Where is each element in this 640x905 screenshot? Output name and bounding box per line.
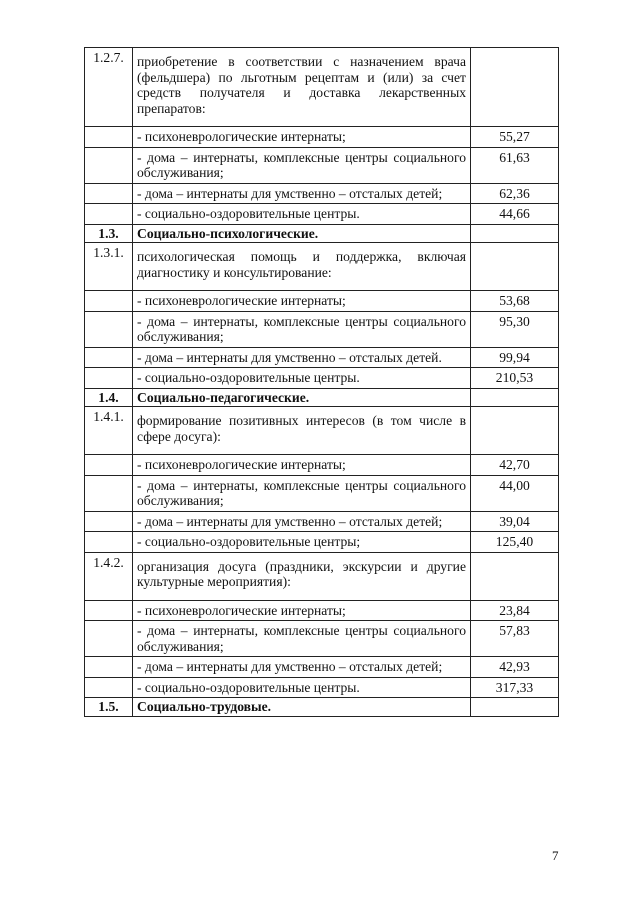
row-description: психологическая помощь и поддержка, включая диагностику и консультирование:: [133, 243, 471, 291]
row-value: 42,93: [471, 657, 559, 678]
row-number: [85, 511, 133, 532]
table-row: [85, 511, 559, 532]
row-description: - дома – интернаты для умственно – отсталых детей;: [133, 183, 471, 204]
table-row: [85, 147, 559, 183]
table-row: [85, 455, 559, 476]
table-row: [85, 48, 559, 127]
row-description: - социально-оздоровительные центры.: [133, 368, 471, 389]
row-description: организация досуга (праздники, экскурсии и другие культурные мероприятия):: [133, 552, 471, 600]
row-description: - дома – интернаты, комплексные центры социального обслуживания;: [133, 475, 471, 511]
row-number: 1.4.1.: [85, 407, 133, 455]
row-number: [85, 347, 133, 368]
row-description: - психоневрологические интернаты;: [133, 600, 471, 621]
row-description: - социально-оздоровительные центры.: [133, 204, 471, 225]
row-number: [85, 532, 133, 553]
section-title: Социально-психологические.: [133, 224, 471, 243]
row-description: - психоневрологические интернаты;: [133, 455, 471, 476]
table-row: [85, 368, 559, 389]
row-number: [85, 204, 133, 225]
row-number: [85, 183, 133, 204]
table-row: [85, 407, 559, 455]
section-number: 1.4.: [85, 388, 133, 407]
row-number: [85, 455, 133, 476]
row-number: [85, 147, 133, 183]
table-body: [85, 48, 559, 717]
table-row: [85, 621, 559, 657]
table-row: [85, 204, 559, 225]
row-value: 57,83: [471, 621, 559, 657]
row-number: [85, 621, 133, 657]
row-description: - дома – интернаты для умственно – отсталых детей;: [133, 511, 471, 532]
row-description: приобретение в соответствии с назначением врача (фельдшера) по льготным рецептам и (или) за счет средств получателя и доставка лекарственных препаратов:: [133, 48, 471, 127]
row-number: [85, 127, 133, 148]
section-row: [85, 224, 559, 243]
row-number: [85, 657, 133, 678]
row-description: формирование позитивных интересов (в том числе в сфере досуга):: [133, 407, 471, 455]
row-description: - дома – интернаты, комплексные центры социального обслуживания;: [133, 147, 471, 183]
row-value: 42,70: [471, 455, 559, 476]
table-row: [85, 552, 559, 600]
row-value: 210,53: [471, 368, 559, 389]
row-value: 23,84: [471, 600, 559, 621]
row-number: [85, 291, 133, 312]
row-value: 99,94: [471, 347, 559, 368]
row-description: - социально-оздоровительные центры;: [133, 532, 471, 553]
row-value: [471, 552, 559, 600]
row-value: 53,68: [471, 291, 559, 312]
row-value: 61,63: [471, 147, 559, 183]
section-title: Социально-трудовые.: [133, 698, 471, 717]
row-description: - дома – интернаты, комплексные центры социального обслуживания;: [133, 311, 471, 347]
row-value: 317,33: [471, 677, 559, 698]
row-number: 1.4.2.: [85, 552, 133, 600]
services-table: [84, 47, 559, 717]
section-title: Социально-педагогические.: [133, 388, 471, 407]
table-row: [85, 183, 559, 204]
table-row: [85, 600, 559, 621]
row-value: 125,40: [471, 532, 559, 553]
row-description: - дома – интернаты, комплексные центры социального обслуживания;: [133, 621, 471, 657]
table-row: [85, 347, 559, 368]
row-number: [85, 677, 133, 698]
row-description: - дома – интернаты для умственно – отсталых детей;: [133, 657, 471, 678]
row-number: 1.2.7.: [85, 48, 133, 127]
row-value: 55,27: [471, 127, 559, 148]
row-value: [471, 48, 559, 127]
table-row: [85, 532, 559, 553]
row-description: - психоневрологические интернаты;: [133, 291, 471, 312]
row-number: 1.3.1.: [85, 243, 133, 291]
row-number: [85, 311, 133, 347]
row-value: 44,00: [471, 475, 559, 511]
table-row: [85, 291, 559, 312]
row-value: 39,04: [471, 511, 559, 532]
row-value: 62,36: [471, 183, 559, 204]
row-number: [85, 475, 133, 511]
row-value: [471, 407, 559, 455]
table-row: [85, 677, 559, 698]
section-number: 1.5.: [85, 698, 133, 717]
row-description: - дома – интернаты для умственно – отсталых детей.: [133, 347, 471, 368]
section-row: [85, 388, 559, 407]
page-number: 7: [552, 848, 559, 863]
section-number: 1.3.: [85, 224, 133, 243]
table-row: [85, 243, 559, 291]
table-row: [85, 475, 559, 511]
row-description: - психоневрологические интернаты;: [133, 127, 471, 148]
table-row: [85, 311, 559, 347]
table-row: [85, 657, 559, 678]
row-value: [471, 243, 559, 291]
row-value: 44,66: [471, 204, 559, 225]
row-value: [471, 698, 559, 717]
row-value: [471, 224, 559, 243]
row-value: [471, 388, 559, 407]
row-value: 95,30: [471, 311, 559, 347]
row-description: - социально-оздоровительные центры.: [133, 677, 471, 698]
section-row: [85, 698, 559, 717]
row-number: [85, 368, 133, 389]
table-row: [85, 127, 559, 148]
row-number: [85, 600, 133, 621]
